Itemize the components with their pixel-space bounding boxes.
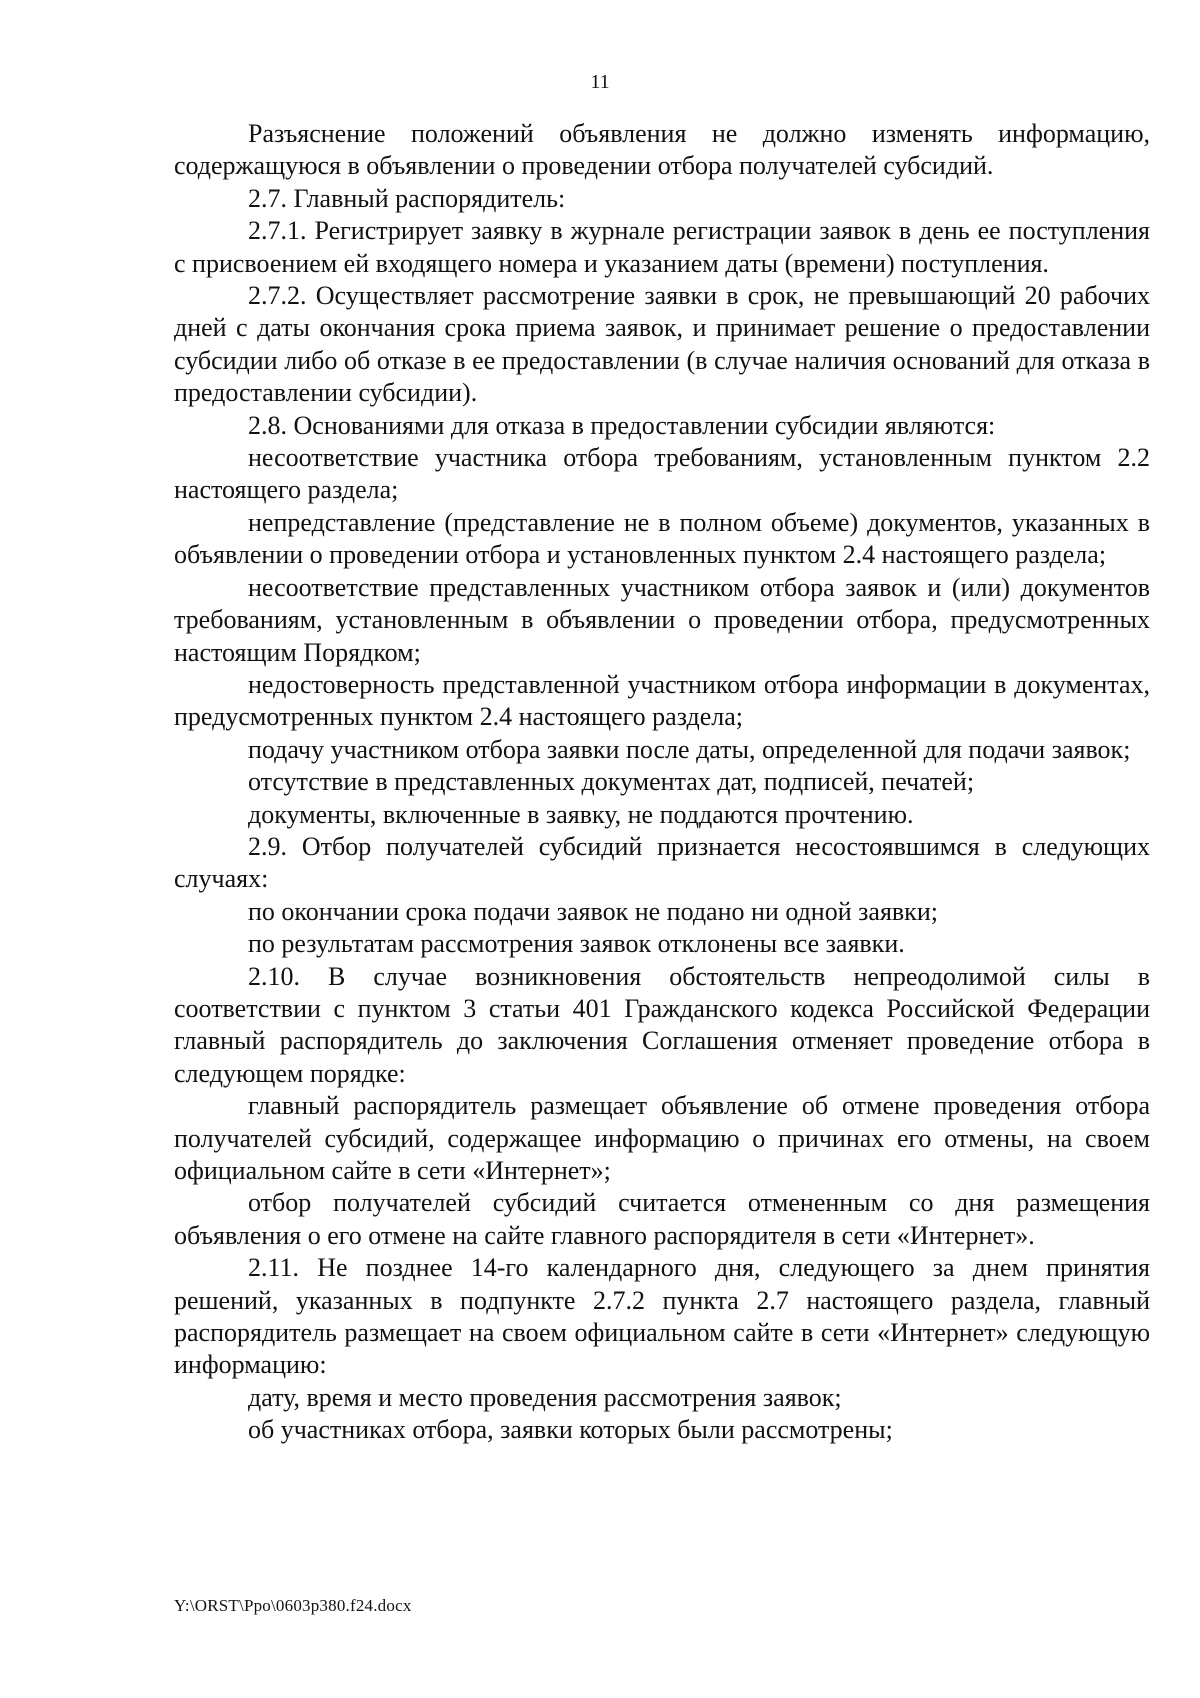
paragraph-2-7-heading: 2.7. Главный распорядитель: <box>248 183 566 213</box>
paragraph-2-7-2: 2.7.2. Осуществляет рассмотрение заявки в срок, не превышающий 20 рабочих дней с даты окончания срока приема заявок, и принимает решение о предоставлении субсидии либо об отказе в ее предоставлении (в случае наличия оснований для отказа в предоставлении субсидии). <box>174 281 1150 408</box>
paragraph-failed-case-2: по результатам рассмотрения заявок отклонены все заявки. <box>248 929 905 959</box>
paragraph-failed-case-1: по окончании срока подачи заявок не подано ни одной заявки; <box>248 896 938 926</box>
paragraph-2-9-heading: 2.9. Отбор получателей субсидий признается несостоявшимся в следующих случаях: <box>174 831 1150 894</box>
paragraph-cancel-step-1: главный распорядитель размещает объявление об отмене проведения отбора получателей субсидий, содержащее информацию о причинах его отмены, на своем официальном сайте в сети «Интернет»; <box>174 1091 1150 1185</box>
page-number: 11 <box>590 71 610 93</box>
footer-file-path: Y:\ORST\Ppo\0603p380.f24.docx <box>174 1596 412 1615</box>
paragraph-refusal-reason-1: несоответствие участника отбора требованиям, установленным пунктом 2.2 настоящего раздела; <box>174 443 1150 505</box>
paragraph-info-item-1: дату, время и место проведения рассмотрения заявок; <box>248 1382 842 1412</box>
paragraph-refusal-reason-4: недостоверность представленной участником отбора информации в документах, предусмотренных пунктом 2.4 настоящего раздела; <box>174 669 1150 732</box>
paragraph-refusal-reason-3: несоответствие представленных участником отбора заявок и (или) документов требованиям, установленным в объявлении о проведении отбора, предусмотренных настоящим Порядком; <box>174 572 1150 667</box>
paragraph-2-10: 2.10. В случае возникновения обстоятельств непреодолимой силы в соответствии с пунктом 3 статьи 401 Гражданского кодекса Российской Федерации главный распорядитель до заключения Соглашения отменяет проведение отбора в следующем порядке: <box>174 961 1150 1088</box>
paragraph-refusal-reason-5: подачу участником отбора заявки после даты, определенной для подачи заявок; <box>248 734 1131 764</box>
paragraph-refusal-reason-6: отсутствие в представленных документах дат, подписей, печатей; <box>248 767 975 797</box>
paragraph-2-7-1: 2.7.1. Регистрирует заявку в журнале регистрации заявок в день ее поступления с присвоением ей входящего номера и указанием даты (времени) поступления. <box>174 216 1150 278</box>
paragraph-2-11: 2.11. Не позднее 14-го календарного дня, следующего за днем принятия решений, указанных в подпункте 2.7.2 пункта 2.7 настоящего раздела, главный распорядитель размещает на своем официальном сайте в сети «Интернет» следующую информацию: <box>174 1253 1150 1380</box>
paragraph-cancel-step-2: отбор получателей субсидий считается отмененным со дня размещения объявления о его отмене на сайте главного распорядителя в сети «Интернет». <box>174 1188 1150 1250</box>
paragraph-clarification: Разъяснение положений объявления не должно изменять информацию, содержащуюся в объявлении о проведении отбора получателей субсидий. <box>174 119 1150 181</box>
paragraph-refusal-reason-2: непредставление (представление не в полном объеме) документов, указанных в объявлении о проведении отбора и установленных пунктом 2.4 настоящего раздела; <box>174 507 1150 570</box>
document-body <box>174 118 1150 1447</box>
paragraph-refusal-reason-7: документы, включенные в заявку, не поддаются прочтению. <box>248 799 914 829</box>
paragraph-2-8-heading: 2.8. Основаниями для отказа в предоставлении субсидии являются: <box>248 410 996 440</box>
paragraph-info-item-2: об участниках отбора, заявки которых были рассмотрены; <box>248 1415 893 1445</box>
